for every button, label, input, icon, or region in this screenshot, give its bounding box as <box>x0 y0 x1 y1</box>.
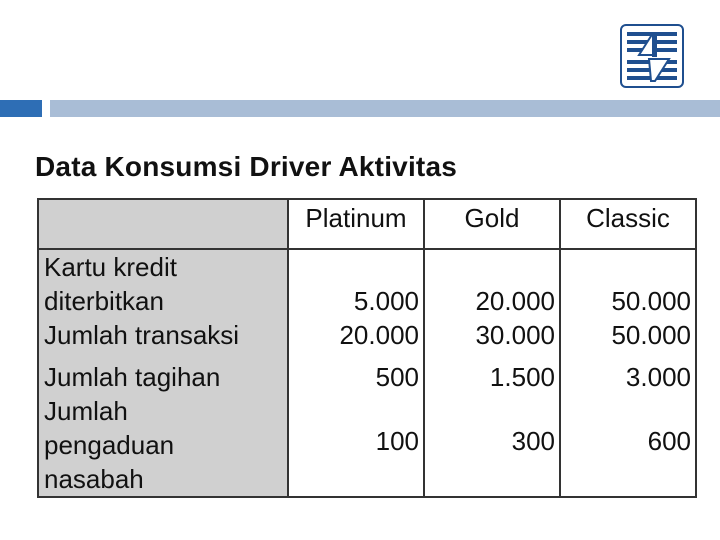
row-label: pengaduan <box>44 430 175 460</box>
row-label: Jumlah tagihan <box>44 362 221 392</box>
table-cell-value: 30.000 <box>475 320 555 350</box>
column-header-label: Platinum <box>305 202 407 233</box>
row-label: Jumlah <box>44 396 128 426</box>
table-cell-value: 300 <box>511 426 555 456</box>
row-label: diterbitkan <box>44 286 164 316</box>
row-label: nasabah <box>44 464 144 494</box>
table-cell-value: 5.000 <box>353 286 419 316</box>
table-cell-value: 20.000 <box>339 320 419 350</box>
slide-title: Data Konsumsi Driver Aktivitas <box>35 151 457 182</box>
header-empty-cell <box>38 199 288 249</box>
header-divider-bar <box>50 100 720 117</box>
table-body-row <box>38 249 696 497</box>
table-cell-value: 50.000 <box>611 286 691 316</box>
column-header-classic <box>560 199 696 249</box>
table-header-row <box>38 199 696 249</box>
column-header-platinum <box>288 199 424 249</box>
column-header-label: Gold <box>464 202 520 233</box>
table-cell-value: 50.000 <box>611 320 691 350</box>
table-cell-value: 600 <box>647 426 691 456</box>
row-labels-cell <box>38 249 288 497</box>
table-cell-value: 100 <box>375 426 419 456</box>
accent-bar <box>0 100 42 117</box>
table-cell-value: 1.500 <box>489 362 555 392</box>
classic-values-cell <box>560 249 696 497</box>
table-cell-value: 20.000 <box>475 286 555 316</box>
platinum-values-cell <box>288 249 424 497</box>
company-logo <box>620 24 684 88</box>
table-cell-value: 500 <box>375 362 419 392</box>
row-label: Jumlah transaksi <box>44 320 240 350</box>
column-header-label: Classic <box>586 202 670 233</box>
4t-logo-icon <box>625 29 679 83</box>
gold-values-cell <box>424 249 560 497</box>
column-header-gold <box>424 199 560 249</box>
row-label: Kartu kredit <box>44 252 177 282</box>
data-table <box>37 198 697 498</box>
table-cell-value: 3.000 <box>625 362 691 392</box>
